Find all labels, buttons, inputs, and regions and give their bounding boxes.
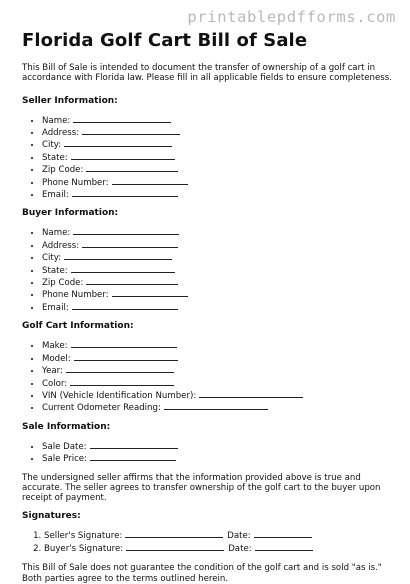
- buyer-signature-blank[interactable]: [126, 542, 224, 551]
- document-title: Florida Golf Cart Bill of Sale: [22, 30, 308, 51]
- intro-paragraph: This Bill of Sale is intended to document the transfer of ownership of a golf cart in accordance with Florida law. Please fill in all applicable fields to ensure completeness.: [22, 63, 392, 84]
- buyer-signature-date-blank[interactable]: [255, 542, 313, 551]
- signature-list: [22, 529, 392, 554]
- golf-cart-heading: Golf Cart Information:: [22, 321, 134, 332]
- seller-city-blank[interactable]: [64, 138, 172, 147]
- golf-cart-make-blank[interactable]: [71, 339, 177, 348]
- seller-state-blank[interactable]: [71, 151, 175, 160]
- golf-cart-color-blank[interactable]: [70, 377, 174, 386]
- sale-price-field: • Sale Price:: [42, 452, 392, 464]
- signatures-heading: Signatures:: [22, 511, 81, 522]
- seller-signature-line: 1. Seller's Signature: Date:: [44, 529, 392, 541]
- golf-cart-model-field: • Model:: [42, 352, 392, 364]
- seller-heading: Seller Information:: [22, 95, 118, 106]
- seller-zip-blank[interactable]: [86, 163, 178, 172]
- buyer-name-field: • Name:: [42, 226, 392, 238]
- sale-field-list: [22, 440, 392, 465]
- sale-date-blank[interactable]: [90, 440, 178, 449]
- seller-phone-blank[interactable]: [112, 176, 188, 185]
- buyer-address-field: • Address:: [42, 239, 392, 251]
- seller-field-list: [22, 114, 392, 201]
- seller-city-field: • City:: [42, 138, 392, 150]
- seller-name-blank[interactable]: [73, 114, 171, 123]
- buyer-state-blank[interactable]: [71, 264, 175, 273]
- buyer-phone-field: • Phone Number:: [42, 288, 392, 300]
- buyer-state-field: • State:: [42, 264, 392, 276]
- buyer-email-blank[interactable]: [72, 301, 178, 310]
- buyer-zip-field: • Zip Code:: [42, 276, 392, 288]
- seller-phone-field: • Phone Number:: [42, 176, 392, 188]
- seller-name-field: • Name:: [42, 114, 392, 126]
- buyer-name-blank[interactable]: [73, 226, 179, 235]
- buyer-field-list: [22, 226, 392, 313]
- golf-cart-odometer-field: • Current Odometer Reading:: [42, 401, 392, 413]
- golf-cart-model-blank[interactable]: [74, 352, 178, 361]
- buyer-phone-blank[interactable]: [112, 288, 188, 297]
- document: [22, 30, 392, 584]
- golf-cart-color-field: • Color:: [42, 377, 392, 389]
- golf-cart-make-field: • Make:: [42, 339, 392, 351]
- buyer-address-blank[interactable]: [82, 239, 178, 248]
- golf-cart-vin-field: • VIN (Vehicle Identification Number):: [42, 389, 392, 401]
- as-is-disclaimer: This Bill of Sale does not guarantee the condition of the golf cart and is sold "as is." Both parties agree to the terms outlined herein.: [22, 563, 382, 584]
- seller-signature-date-blank[interactable]: [254, 529, 312, 538]
- seller-state-field: • State:: [42, 151, 392, 163]
- golf-cart-field-list: [22, 339, 392, 413]
- buyer-heading: Buyer Information:: [22, 208, 119, 219]
- seller-zip-field: • Zip Code:: [42, 163, 392, 175]
- seller-address-blank[interactable]: [82, 126, 180, 135]
- golf-cart-year-blank[interactable]: [66, 364, 174, 373]
- seller-address-field: • Address:: [42, 126, 392, 138]
- buyer-city-blank[interactable]: [64, 251, 172, 260]
- seller-email-field: • Email:: [42, 188, 392, 200]
- buyer-zip-blank[interactable]: [86, 276, 178, 285]
- watermark: printablepdfforms.com: [187, 8, 396, 26]
- buyer-email-field: • Email:: [42, 301, 392, 313]
- sale-date-field: • Sale Date:: [42, 440, 392, 452]
- buyer-city-field: • City:: [42, 251, 392, 263]
- buyer-signature-line: 2. Buyer's Signature: Date:: [44, 542, 392, 554]
- seller-signature-blank[interactable]: [125, 529, 223, 538]
- sale-heading: Sale Information:: [22, 421, 111, 432]
- sale-price-blank[interactable]: [90, 452, 176, 461]
- golf-cart-vin-blank[interactable]: [199, 389, 303, 398]
- golf-cart-year-field: • Year:: [42, 364, 392, 376]
- golf-cart-odometer-blank[interactable]: [164, 401, 268, 410]
- seller-email-blank[interactable]: [72, 188, 178, 197]
- seller-affirmation: The undersigned seller affirms that the information provided above is true and accurate. The seller agrees to transfer ownership of the golf cart to the buyer upon receipt of payment.: [22, 472, 381, 504]
